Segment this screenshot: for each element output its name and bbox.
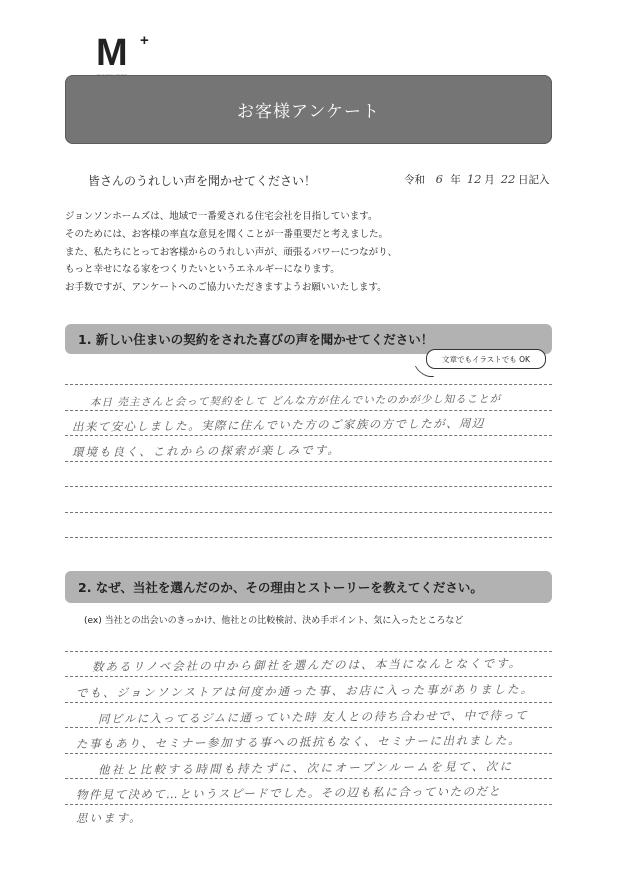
date-day-unit: 日記入 [518,174,550,186]
answer-line [65,512,552,513]
q2-answer-line[interactable]: た事もあり、セミナー参加する事への抵抗もなく、セミナーに出れました。 [75,733,522,751]
date-year-unit: 年 [450,174,461,186]
answer-line [65,778,552,779]
q2-answer-line[interactable]: 数あるリノベ会社の中から御社を選んだのは、本当になんとなくです。 [91,656,523,674]
date-field [404,172,550,187]
answer-line [65,753,552,754]
page-title: お客様アンケート [237,102,380,122]
answer-line [65,676,552,677]
answer-line [65,384,552,385]
date-month[interactable]: 12 [466,172,482,186]
date-year[interactable]: 6 [435,172,443,186]
intro-line: もっと幸せになる家をつくりたいというエネルギーになります。 [65,264,340,276]
answer-line [65,461,552,462]
example-hint: (ex) 当社との出会いのきっかけ、他社との比較検討、決め手ポイント、気に入ったところなど [84,616,464,626]
speech-bubble [426,349,546,369]
q2-answer-line[interactable]: でも、ジョンソンストアは何度か通った事、お店に入った事がありました。 [75,682,535,700]
date-month-unit: 月 [484,174,495,186]
lead-text: 皆さんのうれしい声を聞かせてください！ [88,174,317,188]
logo-plus: + [140,32,149,49]
intro-line: また、私たちにとってお客様からのうれしい声が、頑張るパワーにつながり、 [65,246,398,258]
q1-answer-line[interactable]: 本日 売主さんと会って契約をして どんな方が住んでいたのかが少し知ることが [89,393,502,409]
q2-answer-line[interactable]: 物件見て決めて…というスピードでした。その辺も私に合っていたのだと [75,784,502,802]
company-logo [96,34,156,74]
intro-paragraph [65,208,565,297]
question-1-title: 1. 新しい住まいの契約をされた喜びの声を聞かせてください！ [78,332,434,347]
answer-line [65,410,552,411]
date-day[interactable]: 22 [500,172,516,186]
answer-line [65,651,552,652]
title-banner [65,75,552,144]
question-2-title: 2. なぜ、当社を選んだのか、その理由とストーリーを教えてください。 [78,580,483,595]
answer-line [65,804,552,805]
answer-line [65,435,552,436]
q2-answer-line[interactable]: 同ビルに入ってるジムに通っていた時 友人との待ち合わせで、中で待って [97,708,529,726]
date-era: 令和 [404,174,425,186]
answer-line [65,537,552,538]
intro-line: そのためには、お客様の率直な意見を聞くことが一番重要だと考えました。 [65,228,389,240]
logo-mark: M [96,32,127,74]
intro-line: お手数ですが、アンケートへのご協力いただきますようお願いいたします。 [65,282,387,294]
question-2-header [65,571,552,603]
q2-answer-line[interactable]: 他社と比較する時間も持たずに、次にオープンルームを見て、次に [97,759,514,777]
intro-line: ジョンソンホームズは、地域で一番愛される住宅会社を目指しています。 [65,211,378,222]
answer-line [65,486,552,487]
q2-answer-line[interactable]: 思います。 [75,810,143,826]
answer-line [65,727,552,728]
q1-answer-line[interactable]: 環境も良く、これからの探索が楽しみです。 [71,442,341,460]
bubble-text: 文章でもイラストでも OK [442,354,530,364]
answer-line [65,702,552,703]
q1-answer-line[interactable]: 出来て安心しました。実際に住んでいた方のご家族の方でしたが、周辺 [71,416,485,434]
